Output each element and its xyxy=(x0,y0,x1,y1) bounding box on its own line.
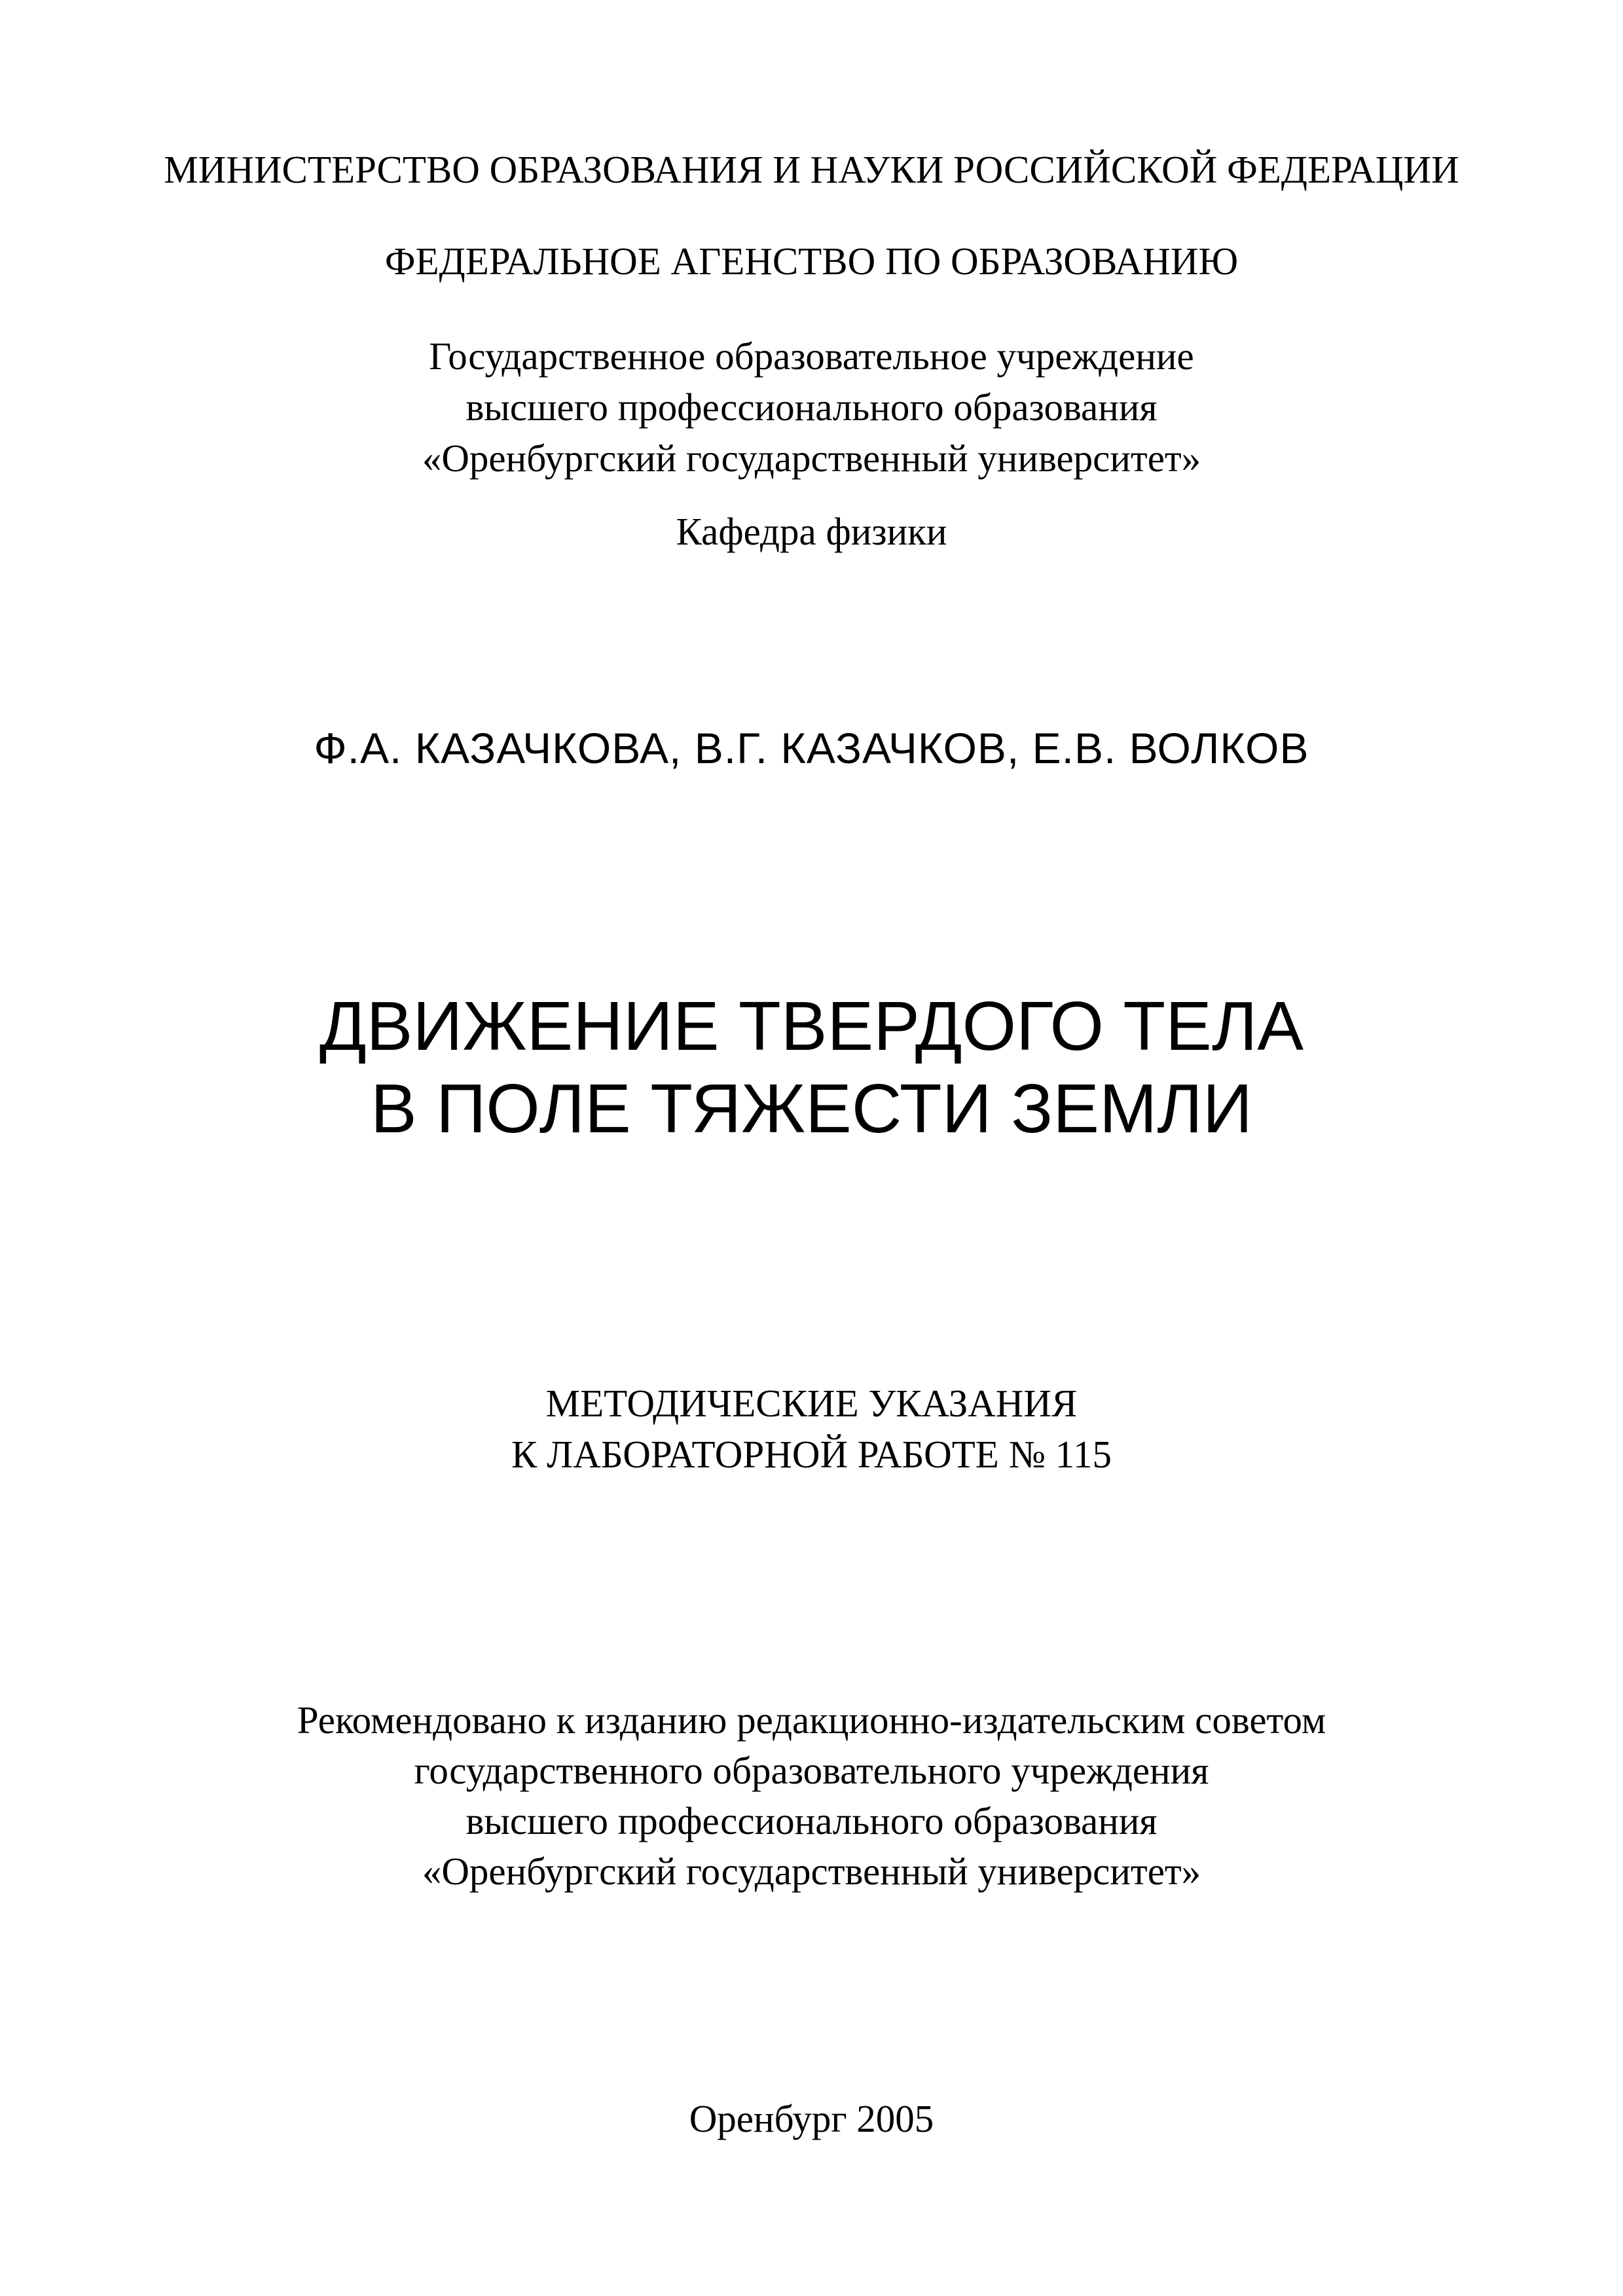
institution-line: высшего профессионального образования xyxy=(465,386,1158,429)
city-year: Оренбург 2005 xyxy=(689,2097,934,2140)
subtitle-line: К ЛАБОРАТОРНОЙ РАБОТЕ № 115 xyxy=(511,1433,1112,1476)
ministry-heading: МИНИСТЕРСТВО ОБРАЗОВАНИЯ И НАУКИ РОССИЙСКОЙ ФЕДЕРАЦИИ xyxy=(164,148,1459,191)
recommendation-line: «Оренбургский государственный университет» xyxy=(422,1850,1201,1893)
recommendation-block xyxy=(0,1695,1623,1897)
recommendation-line: высшего профессионального образования xyxy=(465,1799,1158,1842)
recommendation-line: Рекомендовано к изданию редакционно-издательским советом xyxy=(297,1698,1326,1742)
agency-heading: ФЕДЕРАЛЬНОЕ АГЕНСТВО ПО ОБРАЗОВАНИЮ xyxy=(384,240,1239,283)
document-title xyxy=(0,985,1623,1150)
title-line: ДВИЖЕНИЕ ТВЕРДОГО ТЕЛА xyxy=(319,988,1304,1065)
department-name: Кафедра физики xyxy=(676,510,947,553)
title-line: В ПОЛЕ ТЯЖЕСТИ ЗЕМЛИ xyxy=(370,1070,1253,1147)
authors-line: Ф.А. КАЗАЧКОВА, В.Г. КАЗАЧКОВ, Е.В. ВОЛКОВ xyxy=(314,724,1309,772)
subtitle-line: МЕТОДИЧЕСКИЕ УКАЗАНИЯ xyxy=(545,1382,1078,1425)
recommendation-line: государственного образовательного учреждения xyxy=(414,1749,1209,1792)
institution-block xyxy=(0,331,1623,484)
institution-line: Государственное образовательное учреждение xyxy=(429,334,1194,378)
institution-line: «Оренбургский государственный университет» xyxy=(422,437,1201,480)
document-subtitle xyxy=(0,1378,1623,1480)
